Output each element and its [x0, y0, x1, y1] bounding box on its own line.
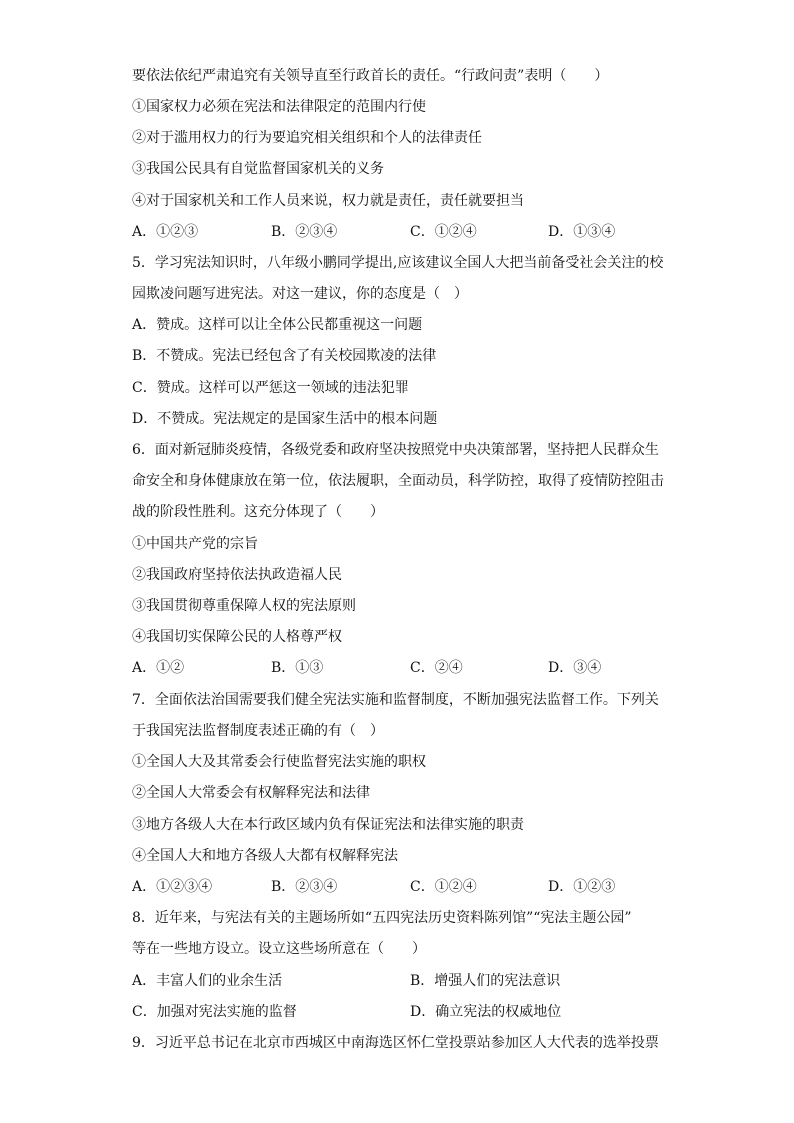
- q8-stem-line-2: 等在一些地方设立。设立这些场所意在（ ）: [132, 941, 426, 957]
- q5-option-b: B．不赞成。宪法已经包含了有关校园欺凌的法律: [132, 348, 437, 364]
- q7-item-4: ④全国人大和地方各级人大都有权解释宪法: [132, 848, 398, 864]
- q8-stem-line-1: 8．近年来，与宪法有关的主题场所如“五四宪法历史资料陈列馆”“宪法主题公园”: [132, 910, 632, 926]
- q7-option-b: B．②③④: [271, 879, 338, 895]
- q7-item-1: ①全国人大及其常委会行使监督宪法实施的职权: [132, 754, 426, 770]
- q4-option-c: C．①②④: [410, 224, 477, 240]
- q5-option-a: A．赞成。这样可以让全体公民都重视这一问题: [132, 317, 423, 333]
- q7-option-a: A．①②③④: [132, 879, 213, 895]
- q5-option-d: D．不赞成。宪法规定的是国家生活中的根本问题: [132, 411, 438, 427]
- q8-option-c: C．加强对宪法实施的监督: [132, 1004, 297, 1020]
- q9-stem-line-1: 9．习近平总书记在北京市西城区中南海选区怀仁堂投票站参加区人大代表的选举投票: [132, 1035, 659, 1051]
- q6-stem-line-2: 命安全和身体健康放在第一位，依法履职，全面动员，科学防控，取得了疫情防控阻击: [132, 473, 664, 489]
- q6-stem-line-1: 6．面对新冠肺炎疫情，各级党委和政府坚决按照党中央决策部署，坚持把人民群众生: [132, 442, 659, 458]
- q5-stem-line-1: 5．学习宪法知识时，八年级小鹏同学提出,应该建议全国人大把当前备受社会关注的校: [132, 255, 664, 271]
- q6-item-3: ③我国贯彻尊重保障人权的宪法原则: [132, 598, 356, 614]
- q4-item-3: ③我国公民具有自觉监督国家机关的义务: [132, 161, 384, 177]
- q7-stem-line-2: 于我国宪法监督制度表述正确的有（ ）: [132, 723, 384, 739]
- q5-option-c: C．赞成。这样可以严惩这一领域的违法犯罪: [132, 380, 409, 396]
- q8-option-a: A．丰富人们的业余生活: [132, 973, 283, 989]
- q7-item-2: ②全国人大常委会有权解释宪法和法律: [132, 785, 370, 801]
- q4-item-4: ④对于国家机关和工作人员来说，权力就是责任，责任就要担当: [132, 193, 524, 209]
- q4-item-2: ②对于滥用权力的行为要追究相关组织和个人的法律责任: [132, 130, 482, 146]
- q6-item-4: ④我国切实保障公民的人格尊严权: [132, 629, 342, 645]
- q4-stem-tail: 要依法依纪严肃追究有关领导直至行政首长的责任。“行政问责”表明（ ）: [132, 68, 609, 84]
- q6-stem-line-3: 战的阶段性胜利。这充分体现了（ ）: [132, 504, 384, 520]
- q4-option-d: D．①③④: [548, 224, 616, 240]
- q7-option-d: D．①②③: [548, 879, 616, 895]
- q6-item-1: ①中国共产党的宗旨: [132, 536, 258, 552]
- q4-item-1: ①国家权力必须在宪法和法律限定的范围内行使: [132, 99, 426, 115]
- q7-stem-line-1: 7．全面依法治国需要我们健全宪法实施和监督制度，不断加强宪法监督工作。下列关: [132, 692, 659, 708]
- q6-option-d: D．③④: [548, 660, 602, 676]
- q8-option-b: B．增强人们的宪法意识: [410, 973, 561, 989]
- q4-option-b: B．②③④: [271, 224, 338, 240]
- q6-option-a: A．①②: [132, 660, 185, 676]
- q6-option-b: B．①③: [271, 660, 324, 676]
- q5-stem-line-2: 园欺凌问题写进宪法。对这一建议，你的态度是（ ）: [132, 286, 468, 302]
- q6-option-c: C．②④: [410, 660, 463, 676]
- q6-item-2: ②我国政府坚持依法执政造福人民: [132, 567, 342, 583]
- q4-option-a: A．①②③: [132, 224, 199, 240]
- q7-item-3: ③地方各级人大在本行政区域内负有保证宪法和法律实施的职责: [132, 817, 524, 833]
- q7-option-c: C．①②④: [410, 879, 477, 895]
- q8-option-d: D．确立宪法的权威地位: [410, 1004, 562, 1020]
